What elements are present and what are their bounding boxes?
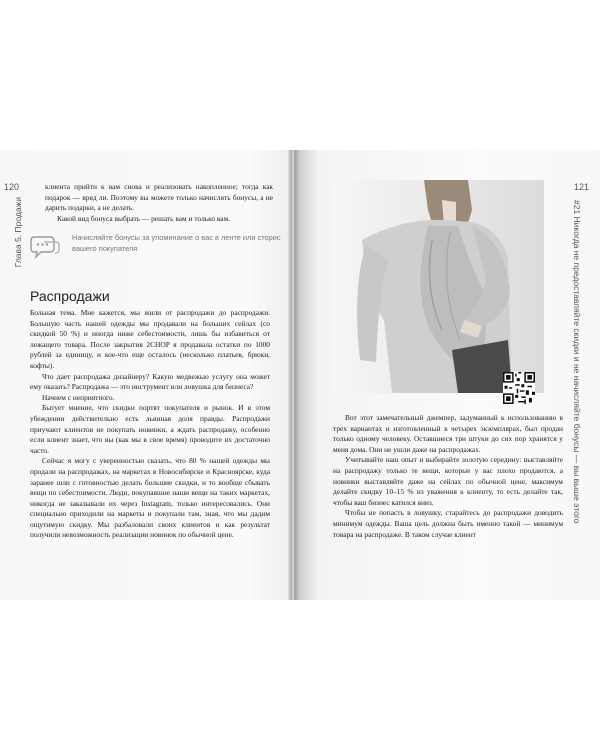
paragraph: Начнем с неприятного. <box>42 392 115 402</box>
paragraph: Чтобы не попасть в ловушку, старайтесь до распродажи доводить минимум одежды. Ваша цель должна быть именно такой — минимум товара на распродаже. В таком случае клиент <box>333 508 563 539</box>
book-gutter <box>288 150 294 600</box>
paragraph: Бытует мнение, что скидки портят покупателя и рынок. И в этом убеждении действительно есть львиная доля правды. Распродажи приучают клиентов не покупать новинки, а ждать распродажу, особенно если клиент знает, что вы (как мы в свое время) проводите их достаточно часто. <box>30 403 270 455</box>
top-text <box>45 182 273 224</box>
paragraph: Что дает распродажа дизайнеру? Какую медвежью услугу она может ему оказать? Распродажа — это инструмент или ловушка для бизнеса? <box>30 371 270 392</box>
page-number-right: 121 <box>574 182 590 192</box>
paragraph: клиента прийти к вам снова и реализовать накопленное; тогда как подарок — вряд ли. Поэтому вы можете только начислять бонусы, а не дарить подарки, а не делать. <box>45 182 273 213</box>
tip-text: Начисляйте бонусы за упоминание о вас в ленте или сторис вашего покупателя <box>72 233 281 253</box>
model-photo <box>332 180 544 393</box>
paragraph: Вот этот замечательный джемпер, задуманный к использованию в трех вариантах и изготовленный в четырех экземплярах, был продан только одному человеку. Оставшиеся три штуки до сих пор хранятся у меня дома. Они не ушли даже на распродажах. <box>333 413 563 454</box>
qr-code-icon <box>503 372 535 404</box>
paragraph: Сейчас я могу с уверенностью сказать, что 80 % нашей одежды мы продали на распродажах, на маркетах в Новосибирске и Красноярске, куда заранее шли с готовностью делать большие скидки, и то вообще сбывать вещи по себестоимости. Люди, покупавшие наши вещи на таких маркетах, никогда не заказывали их через Instagram, только интересовались. Они специально приходили на маркеты и покупали там, зная, что мы дадим ощутимую скидку. Мы разбаловали своих клиентов и как результат получили невозможность реализации новинок по обычной цене. <box>30 456 270 540</box>
paragraph: Учитывайте наш опыт и выбирайте золотую середину: выставляйте на распродажу только те вещи, которые у вас плохо продаются, а новинки выставляйте даже на сейлах по обычной цене, максимум делайте скидку 10–15 % из уважения к клиенту, то есть делайте так, чтобы ваш бизнес катился вниз. <box>333 455 563 507</box>
left-body-text <box>30 308 270 541</box>
tip-callout <box>30 232 282 268</box>
page-number-left: 120 <box>4 182 20 192</box>
section-heading: Распродажи <box>30 288 110 304</box>
side-note: #21 Никогда не предоставляйте скидки и не начисляйте бонусы — вы выше этого <box>572 200 582 524</box>
woman-in-jumper-illustration <box>332 180 544 393</box>
right-body-text <box>333 413 563 540</box>
speech-bubble-icon <box>30 234 60 260</box>
running-head: Глава 5. Продажи <box>13 197 23 268</box>
paragraph: Больная тема. Мне кажется, мы жили от распродажи до распродажи. Большую часть нашей одежды мы продавали на больших сейлах (со скидкой 50 %) и иногда ниже себестоимости, лишь бы избавиться от лежащего товара. После закрытия 2CHOP я продавала остатки по 1000 рублей за единицу, и кое-что еще осталось (несколько платьев, брюки, кофты). <box>30 308 270 370</box>
paragraph: Какой вид бонуса выбрать — решать вам и только вам. <box>57 213 231 223</box>
